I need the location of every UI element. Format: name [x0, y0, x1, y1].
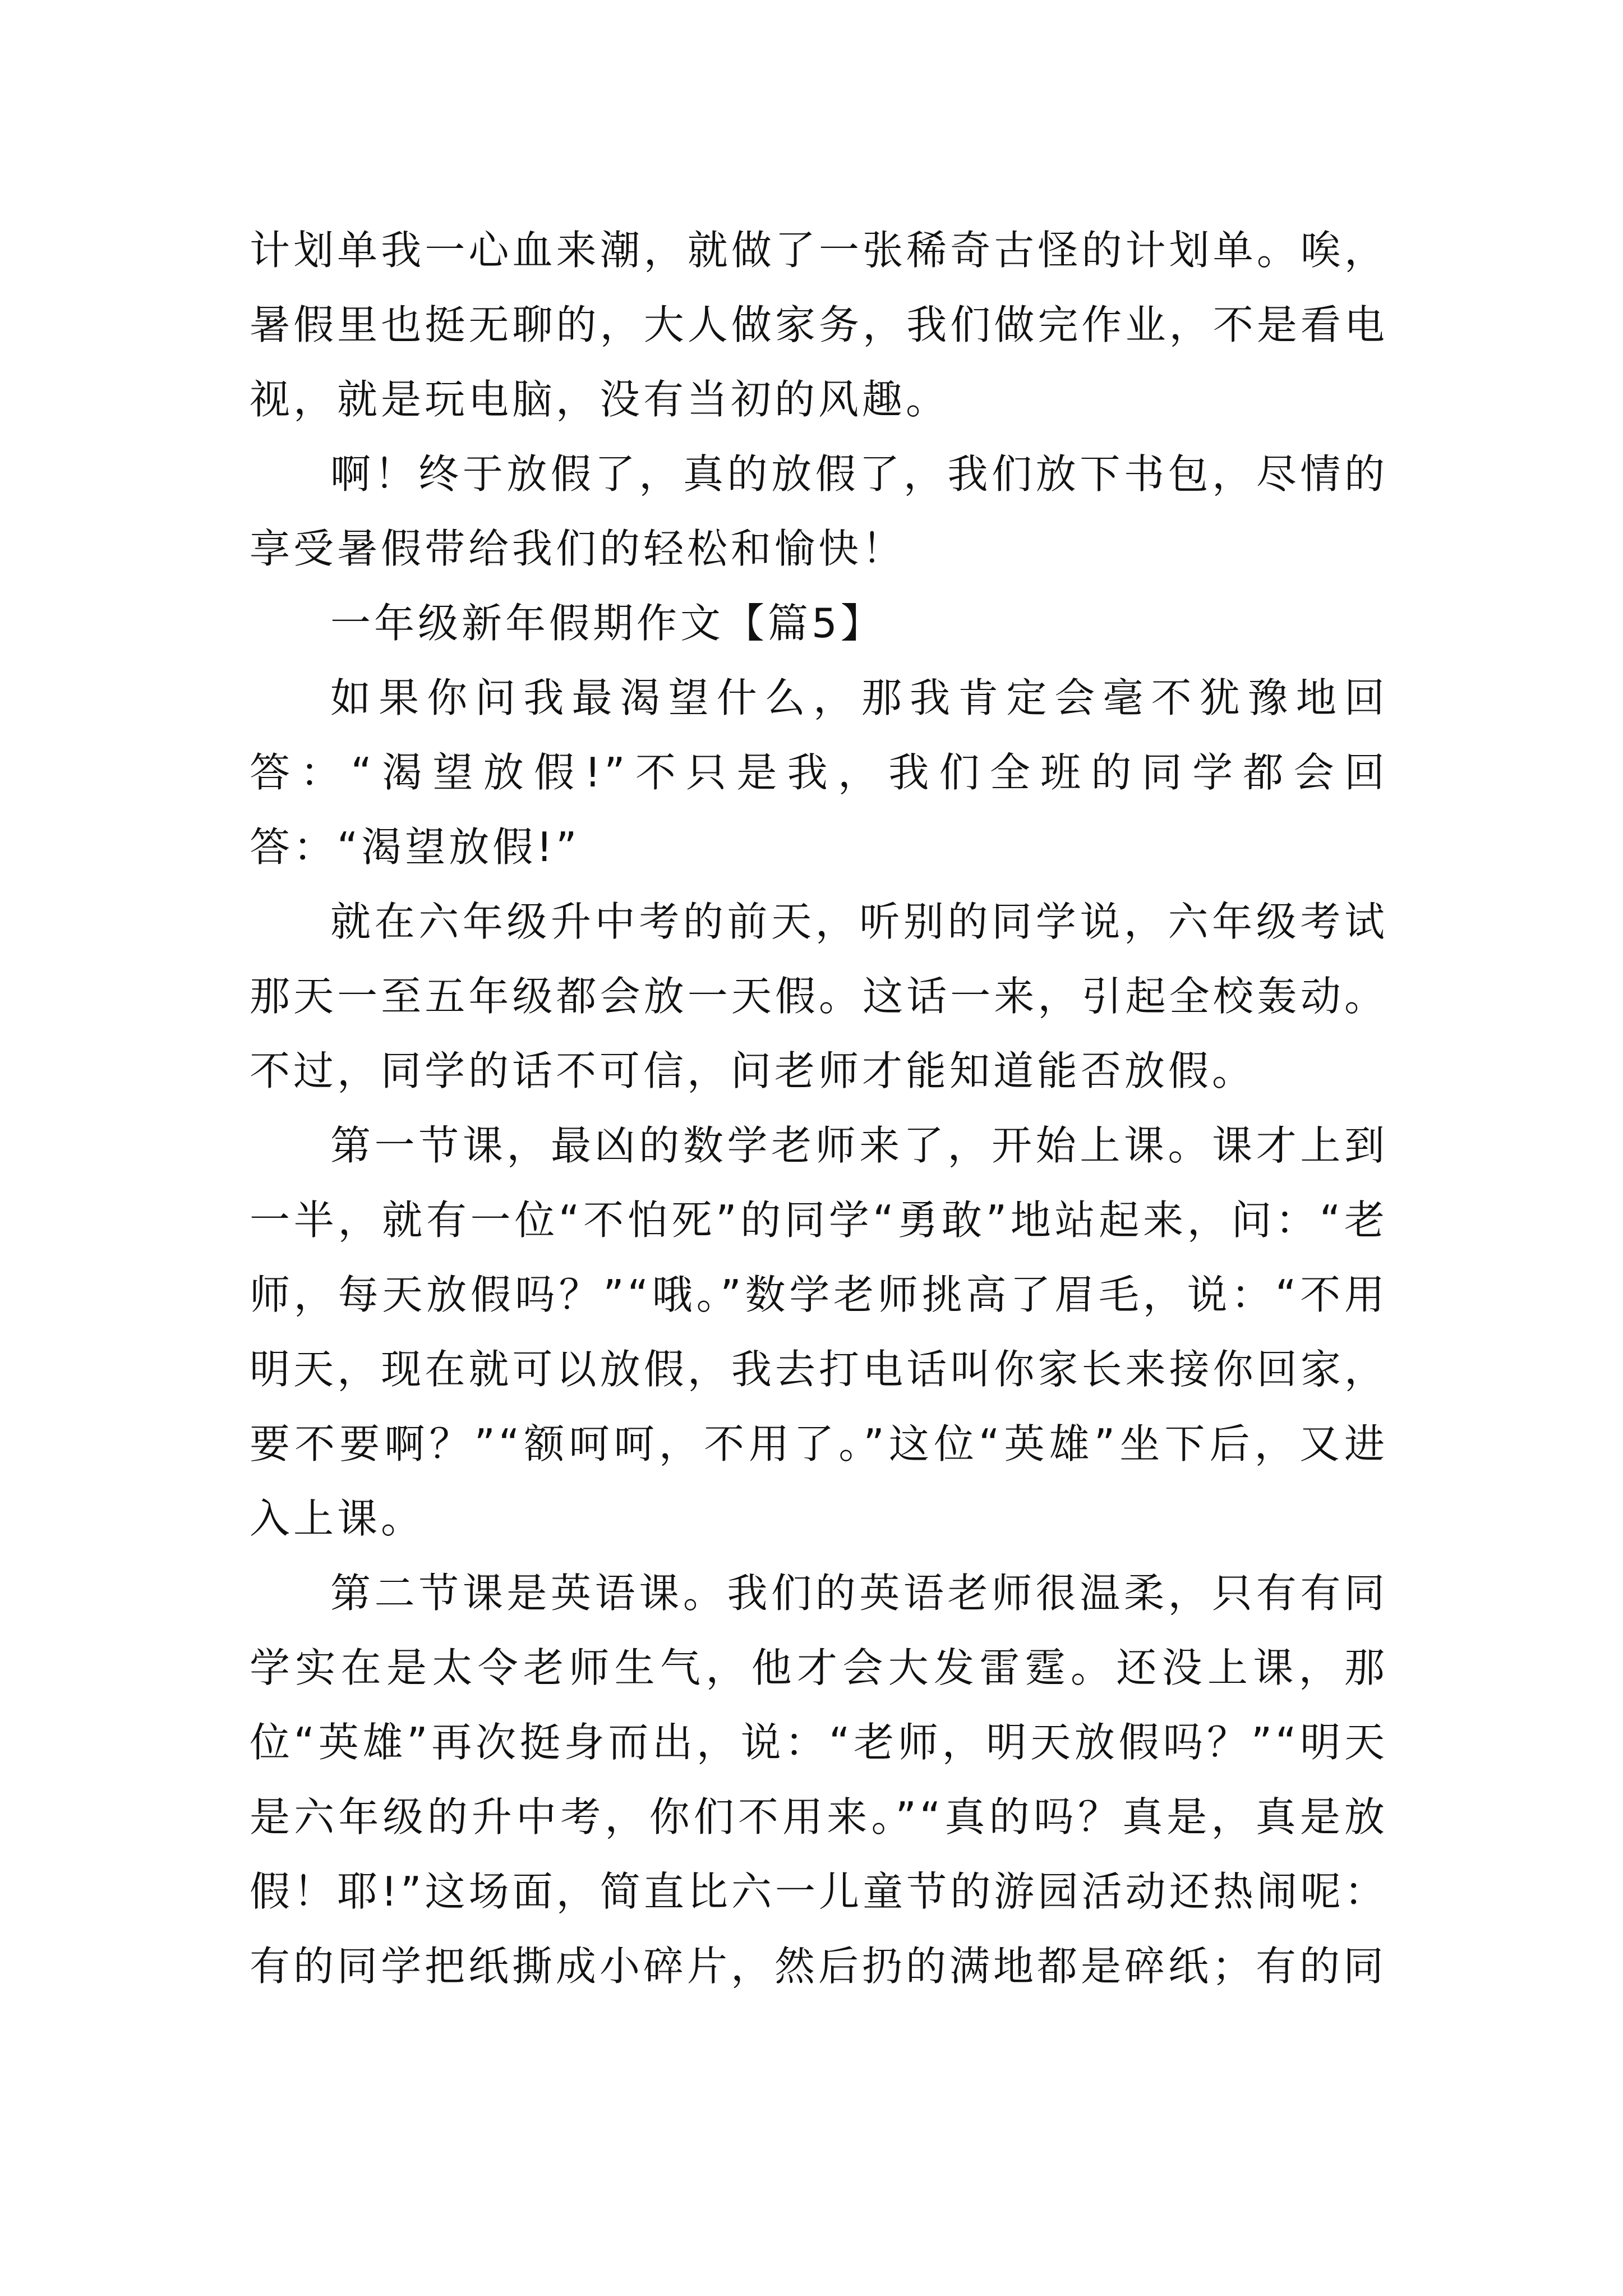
- document-body: [250, 213, 1388, 2004]
- paragraph: 第一节课，最凶的数学老师来了，开始上课。课才上到一半，就有一位“不怕死”的同学“勇敢”地站起来，问：“老师，每天放假吗？”“哦。”数学老师挑高了眉毛，说：“不用明天，现在就可以放假，我去打电话叫你家长来接你回家，要不要啊？”“额呵呵，不用了。”这位“英雄”坐下后，又进入上课。: [250, 1122, 1388, 1542]
- paragraph-continued: 计划单我一心血来潮，就做了一张稀奇古怪的计划单。唉，暑假里也挺无聊的，大人做家务，我们做完作业，不是看电视，就是玩电脑，没有当初的风趣。: [250, 227, 1388, 423]
- paragraph: 啊！终于放假了，真的放假了，我们放下书包，尽情的享受暑假带给我们的轻松和愉快！: [250, 450, 1388, 572]
- paragraph: 如果你问我最渴望什么，那我肯定会毫不犹豫地回答：“渴望放假!”不只是我，我们全班的同学都会回答：“渴望放假!”: [250, 674, 1388, 871]
- section-heading: 一年级新年假期作文【篇5】: [330, 600, 884, 647]
- paragraph: 第二节课是英语课。我们的英语老师很温柔，只有有同学实在是太令老师生气，他才会大发雷霆。还没上课，那位“英雄”再次挺身而出，说：“老师，明天放假吗？”“明天是六年级的升中考，你们不用来。”“真的吗？真是，真是放假！耶!”这场面，简直比六一儿童节的游园活动还热闹呢：有的同学把纸撕成小碎片，然后扔的满地都是碎纸；有的同: [250, 1570, 1388, 1990]
- paragraph: 就在六年级升中考的前天，听别的同学说，六年级考试那天一至五年级都会放一天假。这话一来，引起全校轰动。不过，同学的话不可信，问老师才能知道能否放假。: [250, 898, 1388, 1094]
